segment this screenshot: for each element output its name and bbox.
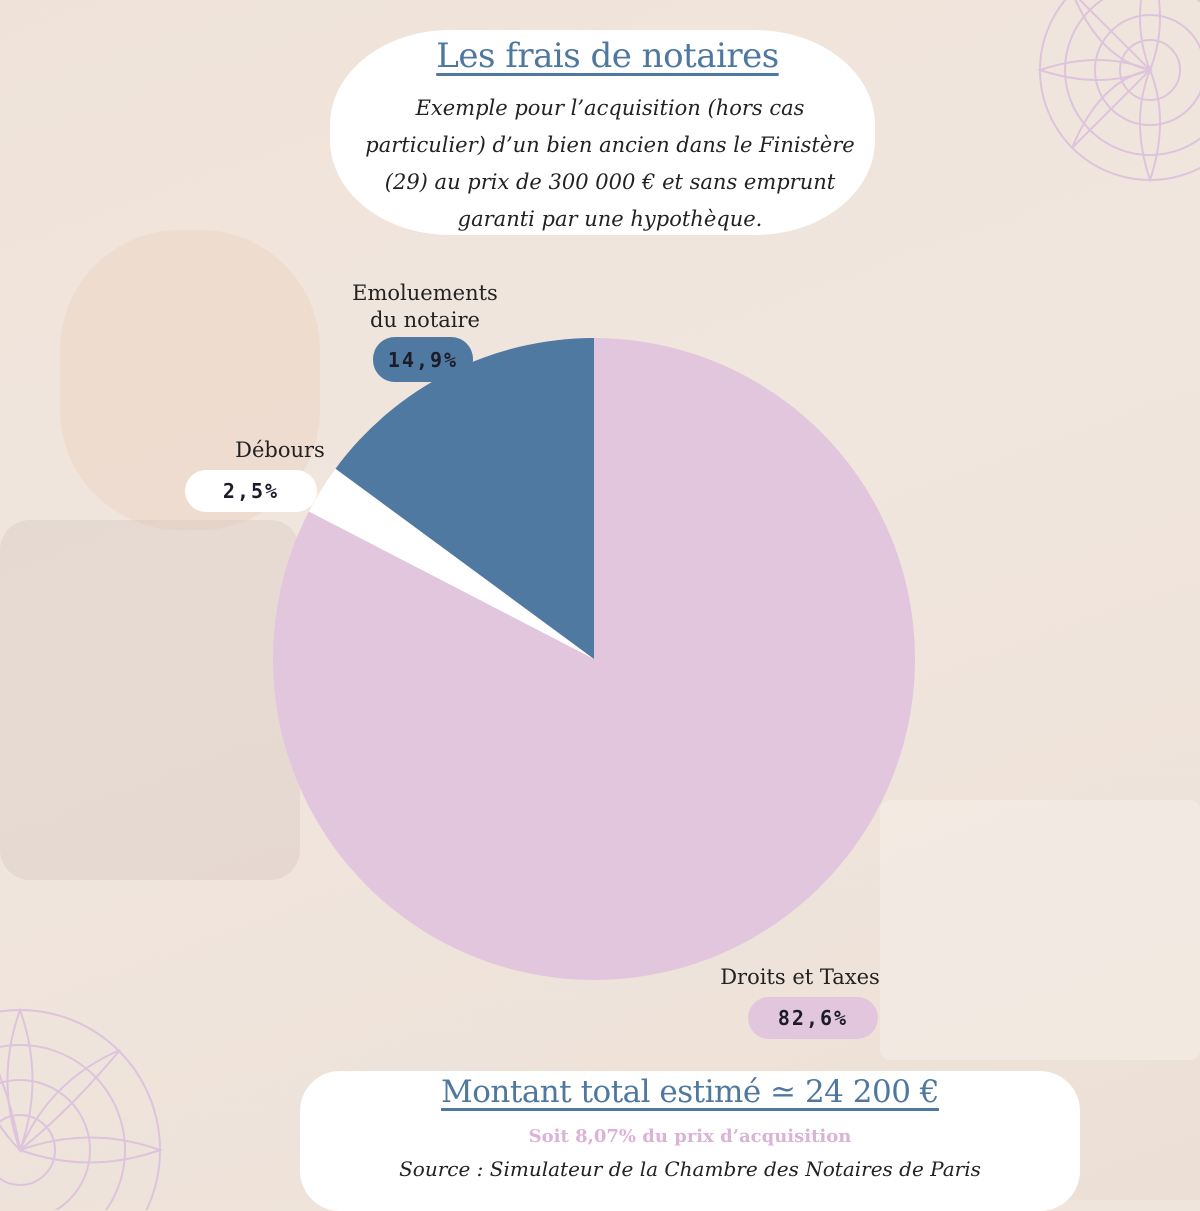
subtitle-line: particulier) d’un bien ancien dans le Finistère [365,133,855,157]
source-text: Source : Simulateur de la Chambre des Notaires de Paris [399,1157,981,1181]
total-amount: Montant total estimé ≃ 24 200 € [440,1074,939,1110]
label-line: Emoluements [352,281,498,305]
label-line: Débours [235,438,325,462]
value-label: 2,5% [222,479,280,503]
label-line: du notaire [370,308,480,332]
value-pill-droits-et-taxes [748,997,878,1039]
value-label: 14,9% [387,347,459,372]
subtitle-line: garanti par une hypothèque. [457,207,763,231]
page-title: Les frais de notaires [436,36,779,76]
percent-of-price: Soit 8,07% du prix d’acquisition [528,1126,852,1147]
value-label: 82,6% [777,1006,849,1030]
label-emoluements [325,280,525,334]
value-pill-debours [185,470,317,512]
label-line: Droits et Taxes [720,965,880,989]
value-pill-emoluements [373,337,473,382]
subtitle-line: Exemple pour l’acquisition (hors cas [415,96,805,120]
label-debours [215,438,345,462]
label-droits-et-taxes [700,965,900,989]
subtitle-line: (29) au prix de 300 000 € et sans emprunt [384,170,836,194]
